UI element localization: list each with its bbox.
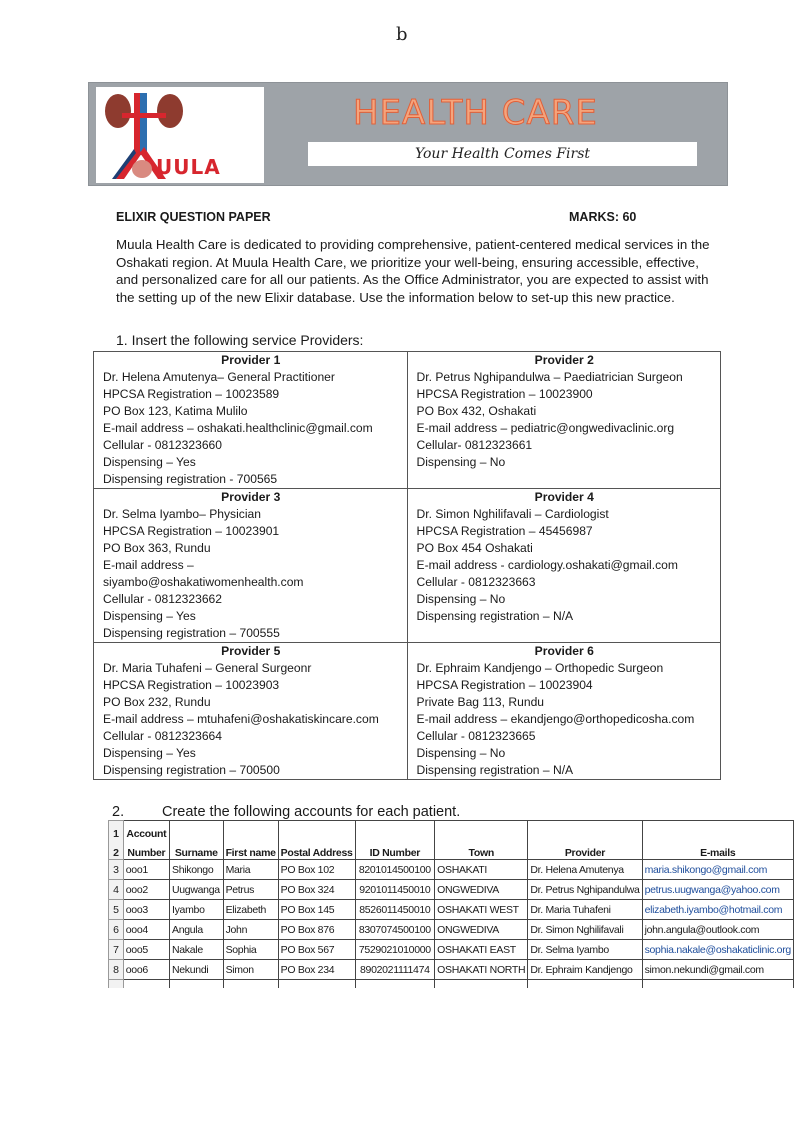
row-number: 1 <box>109 821 124 841</box>
cell-provider: Dr. Selma Iyambo <box>528 940 642 960</box>
provider-title: Provider 6 <box>534 644 594 658</box>
column-header-spacer <box>642 821 793 841</box>
question-1-label: 1. Insert the following service Providers: <box>116 332 364 348</box>
cell-email: simon.nekundi@gmail.com <box>642 960 793 980</box>
banner-tagline: Your Health Comes First <box>308 142 697 166</box>
provider-detail-line: E-mail address – mtuhafeni@oshakatiskincare.com <box>103 712 379 726</box>
cell-id: 8902021111474 <box>355 960 435 980</box>
provider-detail-line: Dr. Helena Amutenya– General Practitioner <box>103 370 335 384</box>
column-header-account-bottom: Number <box>123 840 169 860</box>
cell-email: john.angula@outlook.com <box>642 920 793 940</box>
accounts-spreadsheet <box>108 820 794 988</box>
account-row <box>109 860 794 880</box>
provider-detail-line: Dispensing – Yes <box>103 609 196 623</box>
empty-cell <box>642 980 793 989</box>
provider-detail-line <box>417 625 713 642</box>
provider-row <box>94 489 721 643</box>
row-number: 4 <box>109 880 124 900</box>
provider-detail-line: Dispensing – No <box>416 746 506 760</box>
account-row <box>109 880 794 900</box>
column-header-spacer <box>528 821 642 841</box>
cell-email[interactable]: petrus.uugwanga@yahoo.com <box>642 880 793 900</box>
empty-row <box>109 980 794 989</box>
provider-detail-line: Dispensing – No <box>416 592 506 606</box>
cell-town: OSHAKATI NORTH <box>435 960 528 980</box>
provider-detail-line: Cellular - 0812323662 <box>103 592 223 606</box>
cell-first-name: Simon <box>223 960 278 980</box>
provider-detail-line: Dr. Ephraim Kandjengo – Orthopedic Surgeon <box>416 661 664 675</box>
provider-detail-line: Dr. Selma Iyambo– Physician <box>103 507 261 521</box>
cell-account: ooo3 <box>123 900 169 920</box>
provider-detail-line: PO Box 232, Rundu <box>103 695 211 709</box>
cell-surname: Uugwanga <box>169 880 223 900</box>
provider-detail-line: Dispensing registration - 700565 <box>103 472 278 486</box>
provider-title: Provider 3 <box>221 490 281 504</box>
provider-detail-line: Cellular - 0812323665 <box>416 729 536 743</box>
provider-detail-line: HPCSA Registration – 10023589 <box>103 387 280 401</box>
provider-detail-line: Cellular - 0812323660 <box>103 438 223 452</box>
sheet-header-row <box>109 840 794 860</box>
provider-card <box>94 489 408 643</box>
cell-postal: PO Box 567 <box>278 940 355 960</box>
provider-title: Provider 1 <box>221 353 281 367</box>
provider-title: Provider 4 <box>534 490 594 504</box>
cell-email[interactable]: sophia.nakale@oshakaticlinic.org <box>642 940 793 960</box>
provider-row <box>94 352 721 489</box>
column-header-provider: Provider <box>528 840 642 860</box>
cell-postal: PO Box 324 <box>278 880 355 900</box>
cell-id: 7529021010000 <box>355 940 435 960</box>
cell-town: OSHAKATI WEST <box>435 900 528 920</box>
row-number: 6 <box>109 920 124 940</box>
provider-detail-line: Dr. Petrus Nghipandulwa – Paediatrician Surgeon <box>416 370 683 384</box>
provider-detail-line: PO Box 123, Katima Mulilo <box>103 404 248 418</box>
provider-detail-line: Dr. Maria Tuhafeni – General Surgeonr <box>103 661 312 675</box>
column-header-first-name: First name <box>223 840 278 860</box>
cell-town: OSHAKATI EAST <box>435 940 528 960</box>
empty-cell <box>435 980 528 989</box>
header-banner <box>88 82 728 186</box>
provider-card <box>94 643 408 780</box>
cell-surname: Iyambo <box>169 900 223 920</box>
provider-detail-line: PO Box 363, Rundu <box>103 541 211 555</box>
paper-title: ELIXIR QUESTION PAPER <box>116 210 271 224</box>
empty-cell <box>355 980 435 989</box>
provider-detail-line: E-mail address – ekandjengo@orthopedicosha.com <box>416 712 695 726</box>
provider-detail-line: Private Bag 113, Rundu <box>416 695 545 709</box>
provider-detail-line: Dispensing registration – N/A <box>416 763 574 777</box>
cell-surname: Angula <box>169 920 223 940</box>
provider-detail-line: Dispensing registration – 700555 <box>103 626 280 640</box>
cell-provider: Dr. Petrus Nghipandulwa <box>528 880 642 900</box>
row-number: 2 <box>109 840 124 860</box>
cell-first-name: Elizabeth <box>223 900 278 920</box>
cell-account: ooo2 <box>123 880 169 900</box>
provider-row <box>94 643 721 780</box>
column-header-account-top: Account <box>123 821 169 841</box>
row-number: 7 <box>109 940 124 960</box>
cell-town: ONGWEDIVA <box>435 920 528 940</box>
sheet-header-row <box>109 821 794 841</box>
empty-cell <box>278 980 355 989</box>
marks-label: MARKS: 60 <box>569 210 637 224</box>
column-header-spacer <box>278 821 355 841</box>
row-number: 5 <box>109 900 124 920</box>
provider-detail-line: HPCSA Registration – 10023901 <box>103 524 280 538</box>
banner-title: HEALTH CARE <box>353 93 598 133</box>
provider-detail-line: PO Box 454 Oshakati <box>416 541 533 555</box>
cell-postal: PO Box 102 <box>278 860 355 880</box>
provider-detail-line: Dispensing registration – 700500 <box>103 763 280 777</box>
provider-card <box>407 489 721 643</box>
provider-card <box>94 352 408 489</box>
cell-provider: Dr. Ephraim Kandjengo <box>528 960 642 980</box>
providers-table <box>93 351 721 780</box>
provider-detail-line: Dispensing – No <box>416 455 506 469</box>
provider-detail-line: Cellular - 0812323664 <box>103 729 223 743</box>
intro-paragraph: Muula Health Care is dedicated to providing comprehensive, patient-centered medical services in the Oshakati region. At Muula Health Care, we prioritize your well-being, ensuring accessible, effective, and personalized care for all our patients. As the Office Administrator, you are expected to assist with the setting up of the new Elixir database. Use the information below to set-up this new practice. <box>116 237 710 305</box>
provider-detail-line: siyambo@oshakatiwomenhealth.com <box>103 575 304 589</box>
cell-email[interactable]: maria.shikongo@gmail.com <box>642 860 793 880</box>
cell-id: 8307074500100 <box>355 920 435 940</box>
provider-detail-line: Dispensing – Yes <box>103 746 196 760</box>
provider-detail-line: E-mail address - cardiology.oshakati@gmail.com <box>416 558 678 572</box>
column-header-spacer <box>435 821 528 841</box>
cell-id: 8526011450010 <box>355 900 435 920</box>
account-row <box>109 900 794 920</box>
cell-town: OSHAKATI <box>435 860 528 880</box>
cell-surname: Shikongo <box>169 860 223 880</box>
column-header-town: Town <box>435 840 528 860</box>
cell-provider: Dr. Maria Tuhafeni <box>528 900 642 920</box>
provider-detail-line: Cellular - 0812323663 <box>416 575 536 589</box>
empty-cell <box>223 980 278 989</box>
row-number: 3 <box>109 860 124 880</box>
cell-first-name: Sophia <box>223 940 278 960</box>
row-number: 8 <box>109 960 124 980</box>
column-header-emails: E-mails <box>642 840 793 860</box>
empty-cell <box>169 980 223 989</box>
provider-detail-line: Cellular- 0812323661 <box>416 438 533 452</box>
provider-detail-line <box>417 471 713 488</box>
empty-cell <box>528 980 642 989</box>
cell-surname: Nakale <box>169 940 223 960</box>
provider-detail-line: E-mail address – pediatric@ongwedivaclinic.org <box>416 421 675 435</box>
column-header-postal-address: Postal Address <box>278 840 355 860</box>
logo-text: UULA <box>156 155 221 179</box>
cell-account: ooo6 <box>123 960 169 980</box>
cell-first-name: John <box>223 920 278 940</box>
muula-logo <box>96 87 264 183</box>
cell-postal: PO Box 145 <box>278 900 355 920</box>
cell-postal: PO Box 876 <box>278 920 355 940</box>
provider-detail-line: HPCSA Registration – 10023900 <box>416 387 593 401</box>
account-row <box>109 940 794 960</box>
row-number <box>109 980 124 989</box>
provider-detail-line: Dispensing registration – N/A <box>416 609 574 623</box>
provider-detail-line: Dispensing – Yes <box>103 455 196 469</box>
empty-cell <box>123 980 169 989</box>
provider-detail-line: HPCSA Registration – 10023903 <box>103 678 280 692</box>
question-2-number: 2. <box>112 804 125 820</box>
column-header-spacer <box>355 821 435 841</box>
handwritten-mark: b <box>396 24 408 45</box>
question-2-label <box>112 804 461 820</box>
provider-detail-line: Dr. Simon Nghilifavali – Cardiologist <box>416 507 609 521</box>
provider-detail-line: HPCSA Registration – 10023904 <box>416 678 593 692</box>
column-header-id-number: ID Number <box>355 840 435 860</box>
account-row <box>109 960 794 980</box>
cell-first-name: Petrus <box>223 880 278 900</box>
cell-account: ooo4 <box>123 920 169 940</box>
column-header-spacer <box>169 821 223 841</box>
cell-surname: Nekundi <box>169 960 223 980</box>
cell-account: ooo1 <box>123 860 169 880</box>
column-header-surname: Surname <box>169 840 223 860</box>
question-2-text: Create the following accounts for each patient. <box>162 804 461 820</box>
cell-first-name: Maria <box>223 860 278 880</box>
provider-title: Provider 5 <box>221 644 281 658</box>
provider-card <box>407 643 721 780</box>
cell-provider: Dr. Helena Amutenya <box>528 860 642 880</box>
cell-account: ooo5 <box>123 940 169 960</box>
column-header-spacer <box>223 821 278 841</box>
cell-id: 8201014500100 <box>355 860 435 880</box>
cell-id: 9201011450010 <box>355 880 435 900</box>
cell-postal: PO Box 234 <box>278 960 355 980</box>
provider-detail-line: HPCSA Registration – 45456987 <box>416 524 593 538</box>
provider-detail-line: E-mail address – oshakati.healthclinic@gmail.com <box>103 421 373 435</box>
cell-email[interactable]: elizabeth.iyambo@hotmail.com <box>642 900 793 920</box>
cell-provider: Dr. Simon Nghilifavali <box>528 920 642 940</box>
provider-card <box>407 352 721 489</box>
provider-detail-line: PO Box 432, Oshakati <box>416 404 537 418</box>
cell-town: ONGWEDIVA <box>435 880 528 900</box>
provider-detail-line: E-mail address – <box>103 558 194 572</box>
provider-title: Provider 2 <box>534 353 594 367</box>
account-row <box>109 920 794 940</box>
